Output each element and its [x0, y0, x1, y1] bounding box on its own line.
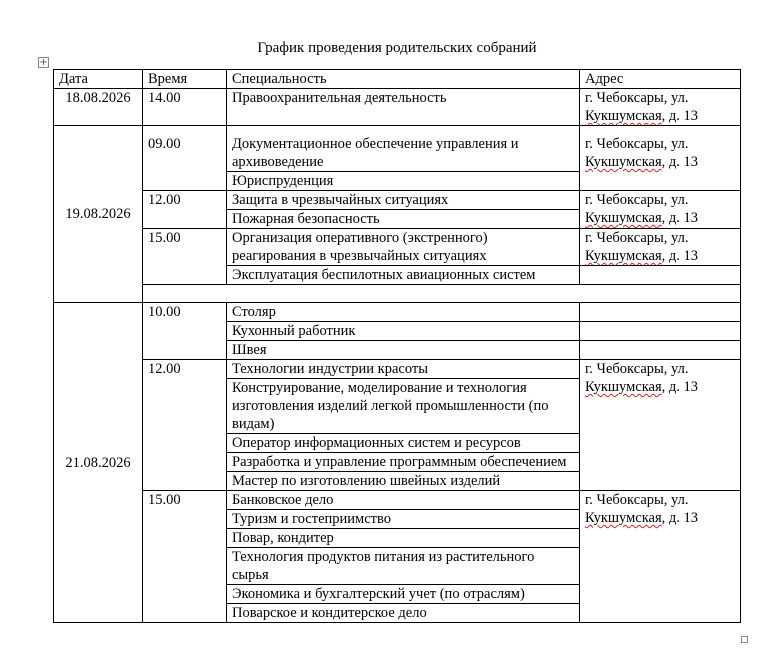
- address-line: г. Чебоксары, ул.: [585, 230, 689, 246]
- table-row: [54, 229, 741, 266]
- time-cell: 15.00: [143, 491, 227, 623]
- specialty-cell: Юриспруденция: [227, 172, 580, 191]
- address-house: , д. 13: [661, 210, 699, 226]
- address-house: , д. 13: [661, 379, 699, 395]
- specialty-cell: Экономика и бухгалтерский учет (по отраслям): [227, 585, 580, 604]
- spacer-cell: [143, 285, 741, 303]
- table-row: [54, 126, 741, 172]
- specialty-cell: Банковское дело: [227, 491, 580, 510]
- specialty-cell: Технология продуктов питания из растительного сырья: [227, 548, 580, 585]
- document-title: График проведения родительских собраний: [257, 40, 537, 56]
- address-line: г. Чебоксары, ул.: [585, 361, 689, 377]
- table-row: [54, 191, 741, 210]
- address-house: , д. 13: [661, 248, 699, 264]
- header-date: Дата: [54, 70, 143, 89]
- time-cell: 12.00: [143, 360, 227, 491]
- specialty-cell: Организация оперативного (экстренного) реагирования в чрезвычайных ситуациях: [227, 229, 580, 266]
- address-cell: [580, 360, 741, 491]
- date-cell: 21.08.2026: [54, 303, 143, 623]
- specialty-cell: Оператор информационных систем и ресурсов: [227, 434, 580, 453]
- specialty-cell: Разработка и управление программным обеспечением: [227, 453, 580, 472]
- specialty-cell: Технологии индустрии красоты: [227, 360, 580, 379]
- specialty-cell: Мастер по изготовлению швейных изделий: [227, 472, 580, 491]
- specialty-cell: Правоохранительная деятельность: [227, 89, 580, 126]
- specialty-cell: Эксплуатация беспилотных авиационных систем: [227, 266, 580, 285]
- table-row: [54, 285, 741, 303]
- address-cell-empty: [580, 322, 741, 341]
- address-line: г. Чебоксары, ул.: [585, 136, 689, 152]
- address-street: Кукшумская: [585, 379, 662, 395]
- address-street: Кукшумская: [585, 154, 662, 170]
- address-cell-empty: [580, 303, 741, 322]
- address-line: г. Чебоксары, ул.: [585, 492, 689, 508]
- address-line: г. Чебоксары, ул.: [585, 192, 689, 208]
- time-cell: 15.00: [143, 229, 227, 285]
- table-header-row: [54, 70, 741, 89]
- address-cell-empty: [580, 341, 741, 360]
- address-cell: [580, 89, 741, 126]
- table-row: [54, 89, 741, 126]
- specialty-cell: Пожарная безопасность: [227, 210, 580, 229]
- specialty-cell: Конструирование, моделирование и технология изготовления изделий легкой промышленности (по видам): [227, 379, 580, 434]
- specialty-cell: Швея: [227, 341, 580, 360]
- table-move-handle-icon[interactable]: +: [39, 57, 48, 68]
- header-address: Адрес: [580, 70, 741, 89]
- header-specialty: Специальность: [227, 70, 580, 89]
- table-row: [54, 360, 741, 379]
- address-street: Кукшумская: [585, 210, 662, 226]
- address-street: Кукшумская: [585, 108, 662, 124]
- time-cell: 10.00: [143, 303, 227, 360]
- address-street: Кукшумская: [585, 248, 662, 264]
- time-cell: 12.00: [143, 191, 227, 229]
- header-time: Время: [143, 70, 227, 89]
- specialty-cell: Поварское и кондитерское дело: [227, 604, 580, 623]
- address-cell-empty: [580, 266, 741, 285]
- date-cell: 19.08.2026: [54, 126, 143, 303]
- date-cell: 18.08.2026: [54, 89, 143, 126]
- address-line: г. Чебоксары, ул.: [585, 90, 689, 106]
- table-resize-handle-icon[interactable]: [741, 636, 748, 643]
- specialty-cell: Документационное обеспечение управления и архивоведение: [227, 126, 580, 172]
- address-house: , д. 13: [661, 510, 699, 526]
- address-cell: [580, 191, 741, 229]
- table-row: [54, 303, 741, 322]
- address-cell: [580, 491, 741, 623]
- address-street: Кукшумская: [585, 510, 662, 526]
- address-house: , д. 13: [661, 154, 699, 170]
- address-cell: [580, 126, 741, 191]
- specialty-cell: Столяр: [227, 303, 580, 322]
- schedule-table: [53, 69, 741, 623]
- address-cell: [580, 229, 741, 266]
- address-house: , д. 13: [661, 108, 699, 124]
- specialty-cell: Защита в чрезвычайных ситуациях: [227, 191, 580, 210]
- time-cell: 14.00: [143, 89, 227, 126]
- time-cell: 09.00: [143, 126, 227, 191]
- table-row: [54, 491, 741, 510]
- specialty-cell: Повар, кондитер: [227, 529, 580, 548]
- specialty-cell: Кухонный работник: [227, 322, 580, 341]
- specialty-cell: Туризм и гостеприимство: [227, 510, 580, 529]
